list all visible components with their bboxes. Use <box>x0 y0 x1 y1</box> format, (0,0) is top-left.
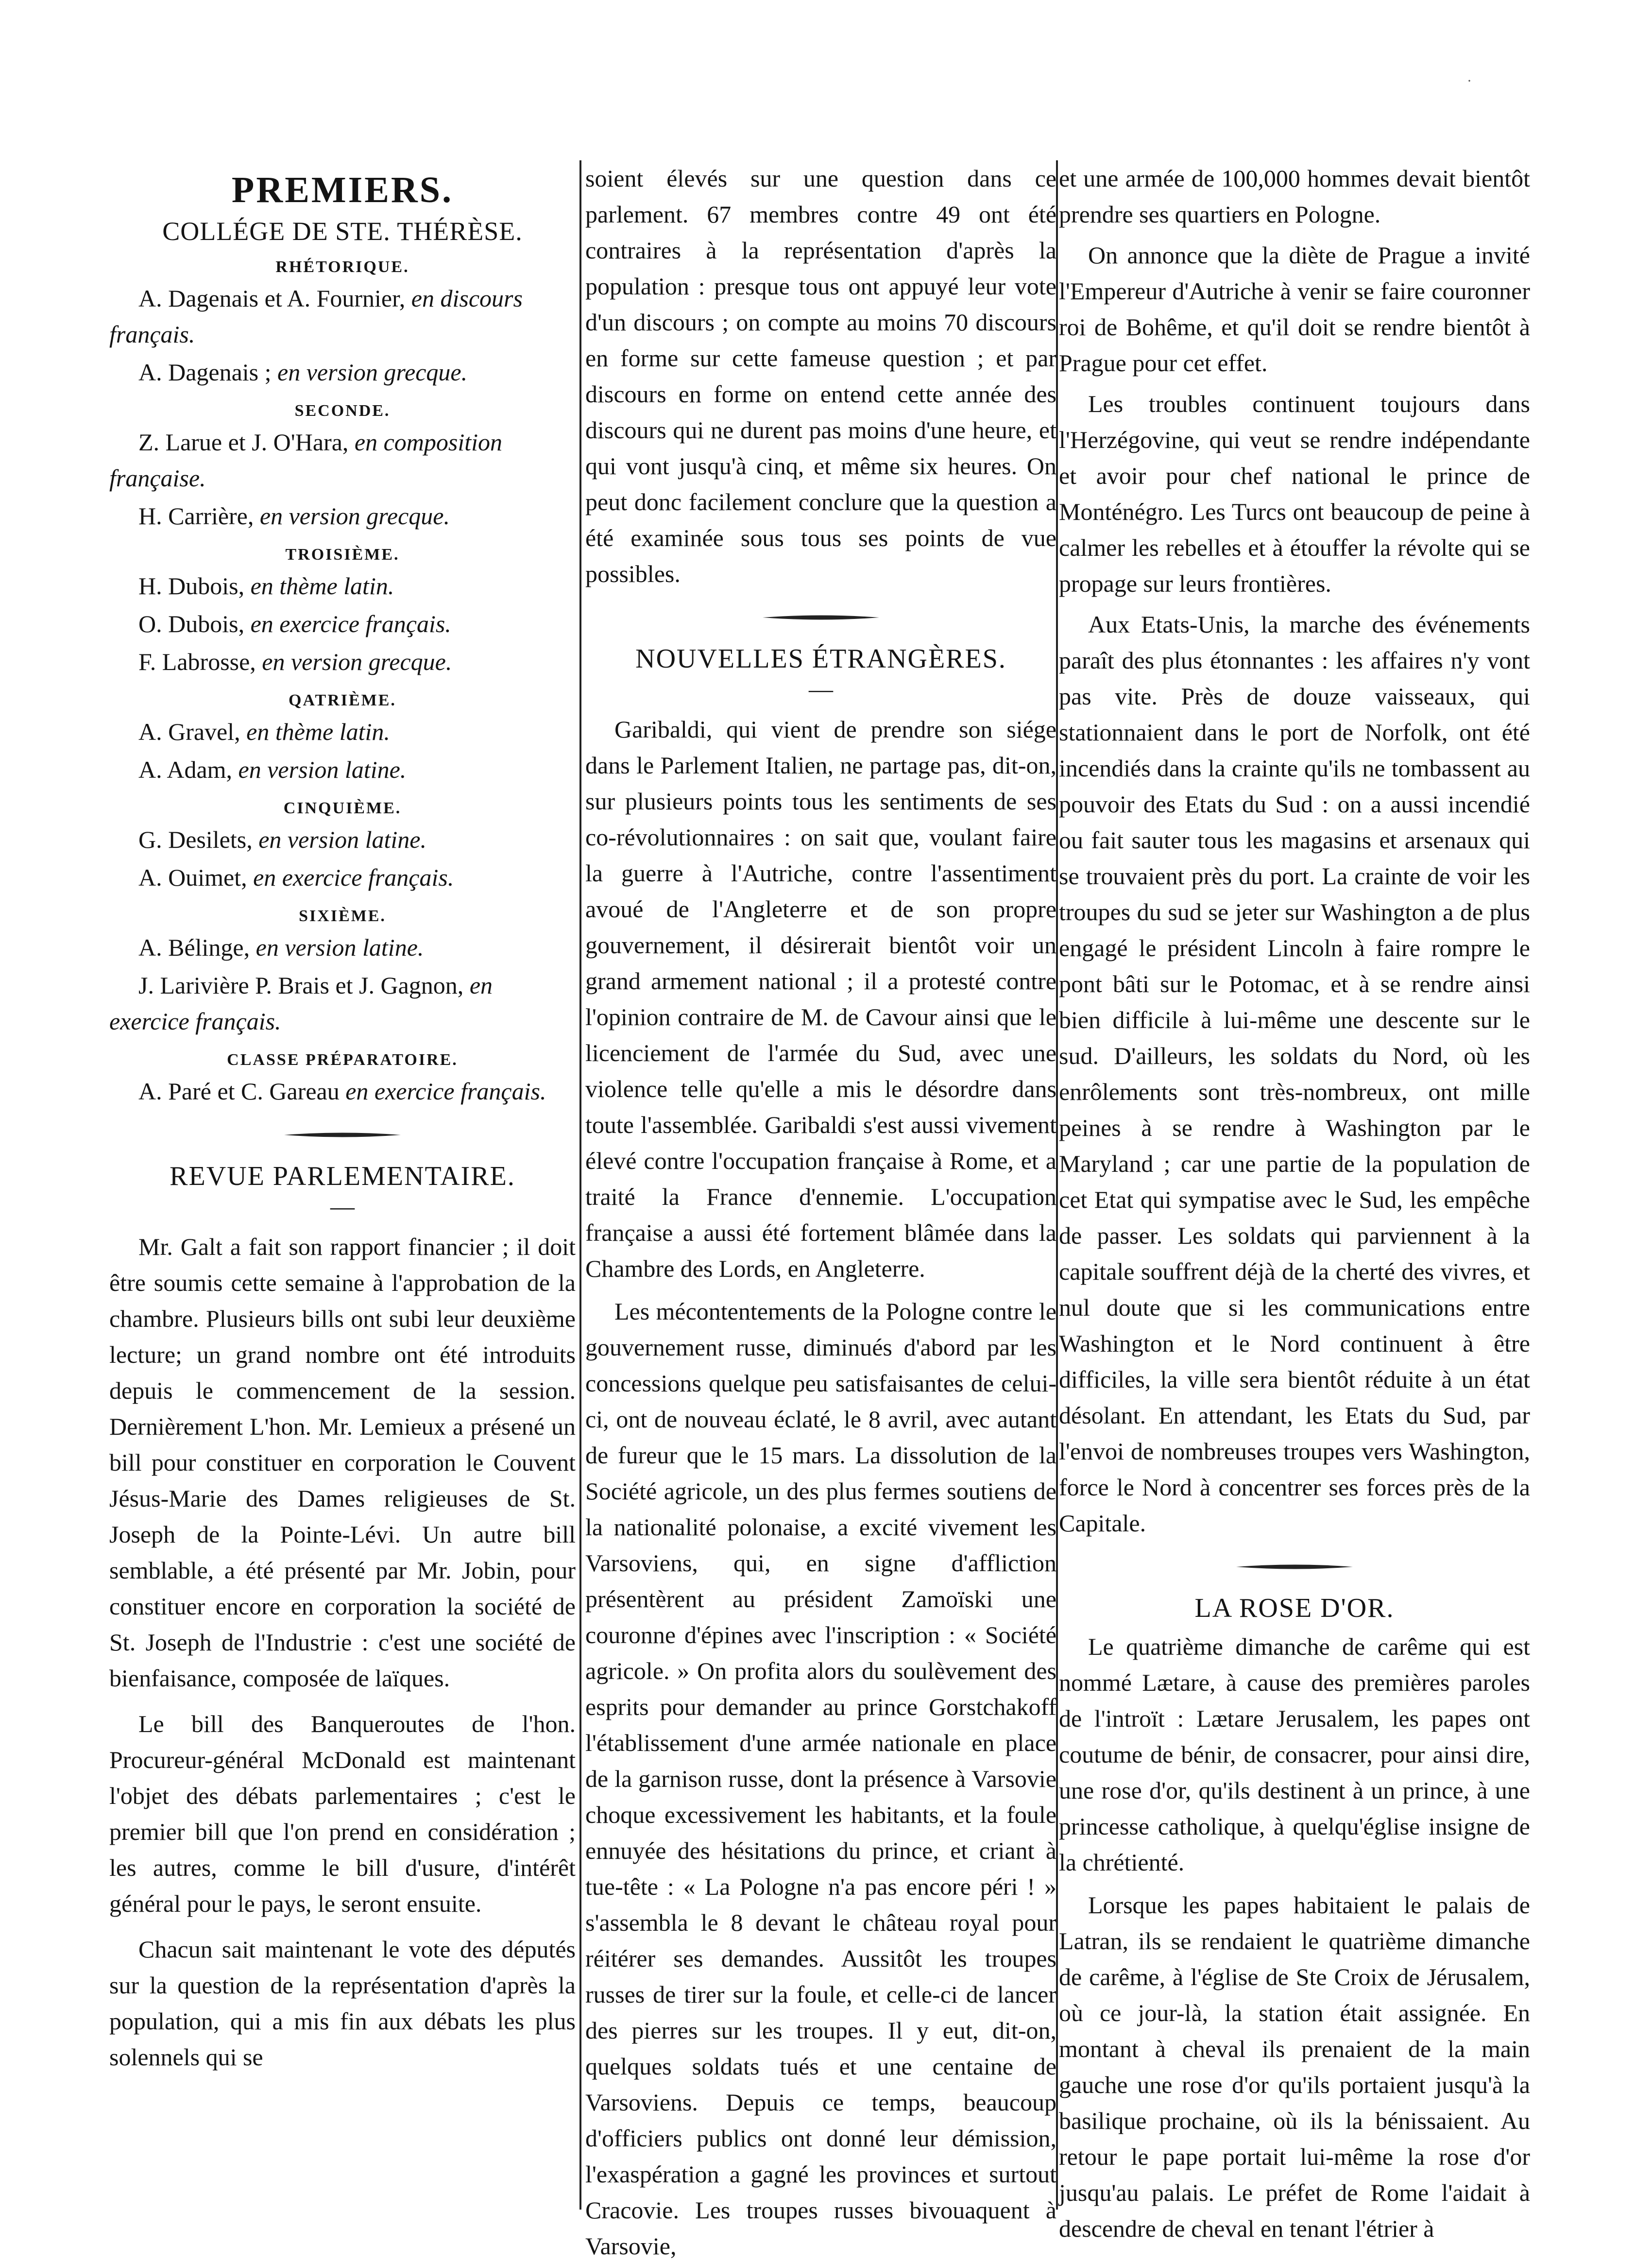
prize-subject: en version grecque. <box>259 502 450 530</box>
revue-title: REVUE PARLEMENTAIRE. <box>170 1161 515 1191</box>
prize-winners: Z. Larue et J. O'Hara, <box>138 429 355 456</box>
class-heading: QATRIÈME. <box>289 691 396 709</box>
ornament-divider-icon <box>284 1129 401 1141</box>
ornament-divider-icon <box>763 611 879 624</box>
prize-winners: A. Gravel, <box>138 718 247 745</box>
nouvelles-paragraph: Garibaldi, qui vient de prendre son siége dans le Parlement Italien, ne partage pas, dit-on, sur plusieurs points tous les sentiments de ses co-révolutionnaires : on sait que, voulant faire la guerre à l'Autriche, contre l'assentiment avoué de l'Angleterre et de son propre gouvernement, il désirerait bientôt voir un grand armement national ; il a protesté contre l'opinion contraire de M. de Cavour ainsi que le licenciement de l'armée du Sud, avec une violence telle qu'elle a mis le désordre dans toute l'assemblée. Garibaldi s'est aussi vivement élevé contre l'occupation française à Rome, et a traité la France d'ennemie. L'occupation française a aussi été fortement blâmée dans la Chambre des Lords, en Angleterre. <box>585 716 1056 1282</box>
prize-entry <box>109 752 576 788</box>
prize-entry <box>109 280 576 352</box>
revue-paragraph: Le bill des Banqueroutes de l'hon. Procureur-général McDonald est maintenant l'objet des débats parlementaires ; c'est le premier bill que l'on prend en considération ; les autres, comme le bill d'usure, d'intérêt général pour le pays, le seront ensuite. <box>109 1710 576 1917</box>
prize-entry <box>109 424 576 496</box>
prize-entry <box>109 822 576 858</box>
prize-subject: en exercice français. <box>109 972 493 1035</box>
prize-entry <box>109 354 576 390</box>
nouvelles-paragraph: Les troubles continuent toujours dans l'Herzégovine, qui veut se rendre indépendante et avoir pour chef national le prince de Monténégro. Les Turcs ont beaucoup de peine à calmer les rebelles et à étouffer la révolte qui se propage sur leurs frontières. <box>1059 390 1530 597</box>
revue-dash: — <box>330 1193 355 1220</box>
column-1 <box>109 160 576 2210</box>
prize-winners: G. Desilets, <box>138 826 259 853</box>
prize-subject: en thème latin. <box>250 572 394 600</box>
prize-subject: en version grecque. <box>262 648 452 675</box>
revue-paragraph: Chacun sait maintenant le vote des députés sur la question de la représentation d'après la population, qui a mis fin aux débats les plus solennels qui se <box>109 1936 576 2071</box>
class-heading: CLASSE PRÉPARATOIRE. <box>227 1051 458 1069</box>
prize-entry <box>109 498 576 534</box>
prize-winners: A. Adam, <box>138 756 238 783</box>
class-heading: SIXIÈME. <box>299 907 386 925</box>
column-3 <box>1059 160 1530 2242</box>
class-heading: SECONDE. <box>294 402 391 420</box>
prize-subject: en version latine. <box>238 756 407 783</box>
prize-winners: A. Paré et C. Gareau <box>138 1078 346 1105</box>
prize-entry <box>109 929 576 965</box>
prize-entry <box>109 967 576 1039</box>
prize-subject: en version grecque. <box>277 359 468 386</box>
nouvelles-title: NOUVELLES ÉTRANGÈRES. <box>635 644 1006 674</box>
column-2 <box>585 160 1056 2260</box>
prize-winners: O. Dubois, <box>138 610 251 637</box>
nouvelles-paragraph: Les mécontentements de la Pologne contre le gouvernement russe, diminués d'abord par les concessions quelque peu satisfaisantes de celui-ci, ont de nouveau éclaté, le 8 avril, avec autant de fureur que le 15 mars. La dissolution de la Société agricole, un des plus fermes soutiens de la nationalité polonaise, a excité vivement les Varsoviens, qui, en signe d'affliction présentèrent au président Zamoïski une couronne d'épines avec l'inscription : « Société agricole. » On profita alors du soulèvement des esprits pour demander au prince Gorstchakoff l'établissement d'une armée nationale en place de la garnison russe, dont la présence à Varsovie choque excessivement les habitants, et la foule ennuyée des hésitations du prince, et criant à tue-tête : « La Pologne n'a pas encore péri ! » s'assembla le 8 devant le château royal pour réitérer ses demandes. Aussitôt les troupes russes de tirer sur la foule, et celle-ci de lancer des pierres sur les troupes. Il y eut, dit-on, quelques soldats tués et une centaine de Varsoviens. Depuis ce temps, beaucoup d'officiers publics ont donné leur démission, l'exaspération a gagné les provinces et surtout Cracovie. Les troupes russes bivouaquent à Varsovie, <box>585 1298 1056 2260</box>
prize-list <box>109 258 576 1109</box>
prize-winners: H. Dubois, <box>138 572 251 600</box>
prize-subject: en thème latin. <box>246 718 390 745</box>
revue-paragraph-continued: soient élevés sur une question dans ce parlement. 67 membres contre 49 ont été contraires à la représentation d'après la population : presque tous ont appuyé leur vote d'un discours ; on compte au moins 70 discours en forme sur cette fameuse question ; et par discours en forme on entend cette année des discours qui ne durent pas moins d'une heure, et qui vont jusqu'à cinq, et même six heures. On peut donc facilement conclure que la question a été examinée sous tous ses points de vue possibles. <box>585 165 1056 587</box>
prize-winners: F. Labrosse, <box>138 648 262 675</box>
prize-subject: en composition française. <box>109 429 503 492</box>
class-heading: RHÉTORIQUE. <box>275 258 409 276</box>
prize-subject: en discours français. <box>109 285 523 348</box>
prize-winners: A. Dagenais et A. Fournier, <box>138 285 411 312</box>
nouvelles-dash: — <box>809 675 833 703</box>
prize-winners: A. Dagenais ; <box>138 359 278 386</box>
prize-subject: en exercice français. <box>345 1078 546 1105</box>
prize-winners: J. Larivière P. Brais et J. Gagnon, <box>138 972 470 999</box>
premiers-title: PREMIERS. <box>231 170 454 210</box>
rose-paragraph: Le quatrième dimanche de carême qui est nommé Lætare, à cause des premières paroles de l'introït : Lætare Jerusalem, les papes ont coutume de bénir, de consacrer, pour ainsi dire, une rose d'or, qu'ils destinent à un prince, à une princesse catholique, à quelqu'église insigne de la chrétienté. <box>1059 1633 1530 1876</box>
column-rule-left <box>579 160 581 2210</box>
prize-subject: en version latine. <box>258 826 426 853</box>
prize-subject: en version latine. <box>255 934 424 961</box>
nouvelles-paragraph: On annonce que la diète de Prague a invité l'Empereur d'Autriche à venir se faire couronner roi de Bohême, et qu'il doit se rendre bientôt à Prague pour cet effet. <box>1059 241 1530 377</box>
prize-entry <box>109 1073 576 1109</box>
prize-subject: en exercice français. <box>250 610 451 637</box>
prize-entry <box>109 644 576 680</box>
prize-winners: A. Ouimet, <box>138 864 254 891</box>
nouvelles-paragraph-continued: et une armée de 100,000 hommes devait bientôt prendre ses quartiers en Pologne. <box>1059 165 1530 228</box>
prize-entry <box>109 859 576 895</box>
page-speck: · <box>1467 73 1472 89</box>
class-heading: CINQUIÈME. <box>283 799 402 817</box>
class-heading: TROISIÈME. <box>285 546 400 564</box>
ornament-divider-icon <box>1236 1561 1353 1573</box>
college-name: COLLÉGE DE STE. THÉRÈSE. <box>162 217 523 246</box>
revue-paragraph: Mr. Galt a fait son rapport financier ; il doit être soumis cette semaine à l'approbation de la chambre. Plusieurs bills ont subi leur deuxième lecture; un grand nombre ont été introduits depuis le commencement de la session. Dernièrement L'hon. Mr. Lemieux a présené un bill pour constituer en corporation le Couvent Jésus-Marie des Dames religieuses de St. Joseph de la Pointe-Lévi. Un autre bill semblable, a été présenté par Mr. Jobin, pour constituer encore en corporation la société de St. Joseph de l'Industrie : c'est une société de bienfaisance, composée de laïques. <box>109 1233 576 1692</box>
prize-entry <box>109 568 576 604</box>
prize-subject: en exercice français. <box>253 864 454 891</box>
rose-title: LA ROSE D'OR. <box>1194 1593 1395 1623</box>
prize-winners: H. Carrière, <box>138 502 260 530</box>
prize-entry <box>109 606 576 642</box>
prize-winners: A. Bélinge, <box>138 934 256 961</box>
nouvelles-paragraph: Aux Etats-Unis, la marche des événements paraît des plus étonnantes : les affaires n'y vont pas vite. Près de douze vaisseaux, qui stationnaient dans le port de Norfolk, ont été incendiés dans la crainte qu'ils ne tombassent au pouvoir des Etats du Sud : on a aussi incendié ou fait sauter tous les magasins et arsenaux qui se trouvaient près du port. La crainte de voir les troupes du sud se jeter sur Washington a de plus engagé le président Lincoln à faire rompre le pont bâti sur le Potomac, et à se rendre ainsi bien difficile à lui-même une descente sur le sud. D'ailleurs, les soldats du Nord, où les enrôlements sont très-nombreux, ont mille peines à se rendre à Washington par le Maryland ; car une partie de la population de cet Etat qui sympatise avec le Sud, les empêche de passer. Les soldats qui parviennent à la capitale souffrent déjà de la cherté des vivres, et nul doute que si les communications entre Washington et le Nord continuent à être difficiles, la ville sera bientôt réduite à un état désolant. En attendant, les Etats du Sud, par l'envoi de nombreuses troupes vers Washington, force le Nord à concentrer ses forces près de la Capitale. <box>1059 611 1530 1537</box>
prize-entry <box>109 714 576 750</box>
rose-paragraph: Lorsque les papes habitaient le palais de Latran, ils se rendaient le quatrième dimanche de carême, à l'église de Ste Croix de Jérusalem, où ce jour-là, la station était assignée. En montant à cheval ils prenaient de la main gauche une rose d'or qu'ils portaient jusqu'à la basilique prochaine, où ils la bénissaient. Au retour le pape portait lui-même la rose d'or jusqu'au palais. Le préfet de Rome l'aidait à descendre de cheval en tenant l'étrier à <box>1059 1891 1530 2242</box>
